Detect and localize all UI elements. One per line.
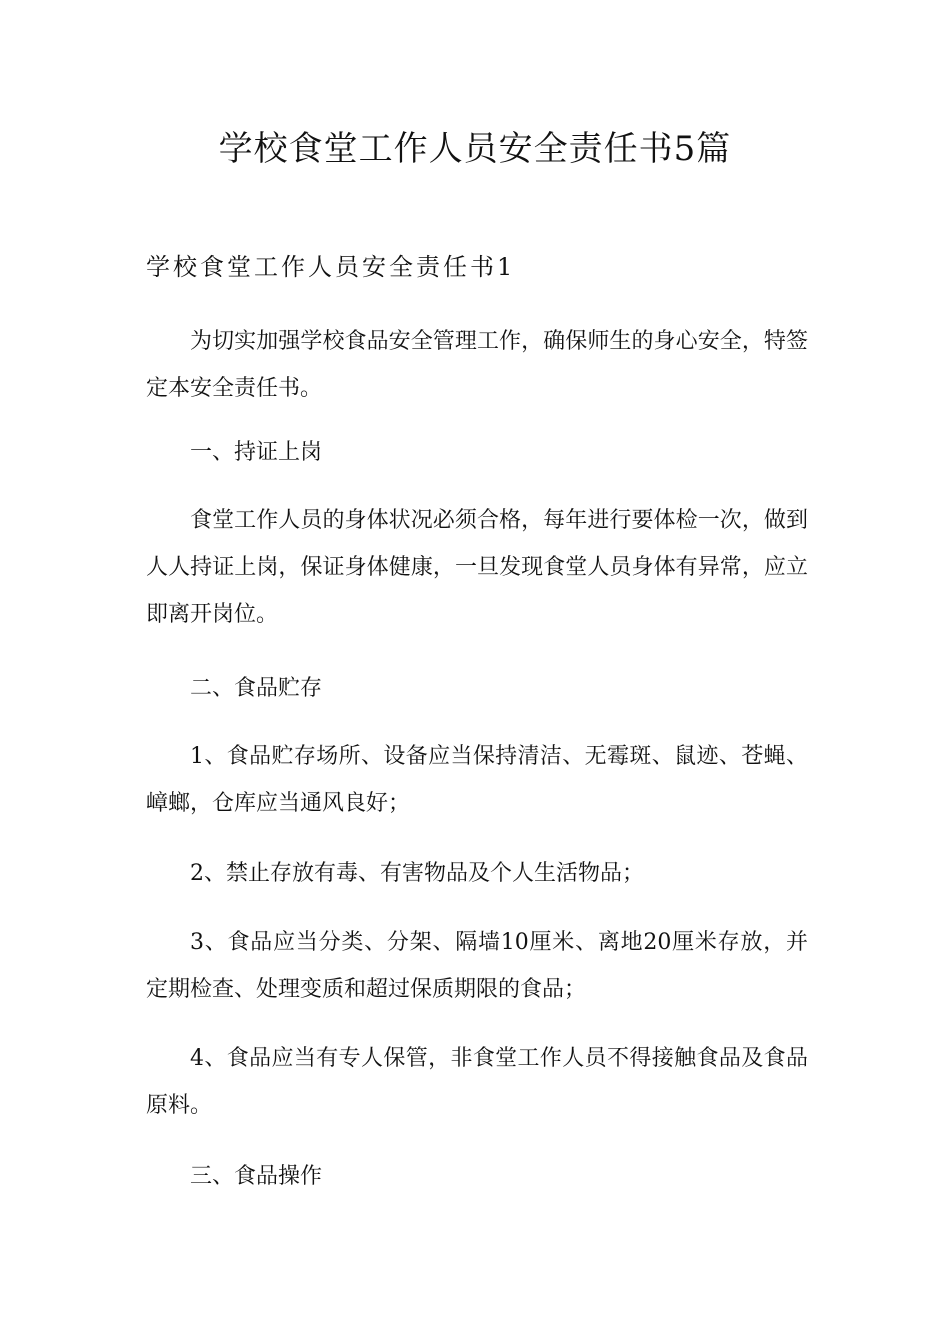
heading-certification: 一、持证上岗 <box>190 440 323 465</box>
storage-item-2: 2、禁止存放有毒、有害物品及个人生活物品； <box>190 861 644 886</box>
storage-item-1: 1、食品贮存场所、设备应当保持清洁、无霉斑、鼠迹、苍蝇、嶂螂，仓库应当通风良好； <box>146 744 808 816</box>
heading-food-storage: 二、食品贮存 <box>190 676 323 701</box>
certification-paragraph: 食堂工作人员的身体状况必须合格，每年进行要体检一次，做到人人持证上岗，保证身体健康，一旦发现食堂人员身体有异常，应立即离开岗位。 <box>146 508 808 627</box>
heading-food-operation: 三、食品操作 <box>190 1164 323 1189</box>
section-title: 学校食堂工作人员安全责任书1 <box>146 253 516 281</box>
document-title: 学校食堂工作人员安全责任书5篇 <box>218 129 732 169</box>
storage-item-4: 4、食品应当有专人保管，非食堂工作人员不得接触食品及食品原料。 <box>146 1046 808 1118</box>
storage-item-3: 3、食品应当分类、分架、隔墙10厘米、离地20厘米存放，并定期检查、处理变质和超过保质期限的食品； <box>146 930 808 1002</box>
intro-paragraph: 为切实加强学校食品安全管理工作，确保师生的身心安全，特签定本安全责任书。 <box>146 329 808 401</box>
